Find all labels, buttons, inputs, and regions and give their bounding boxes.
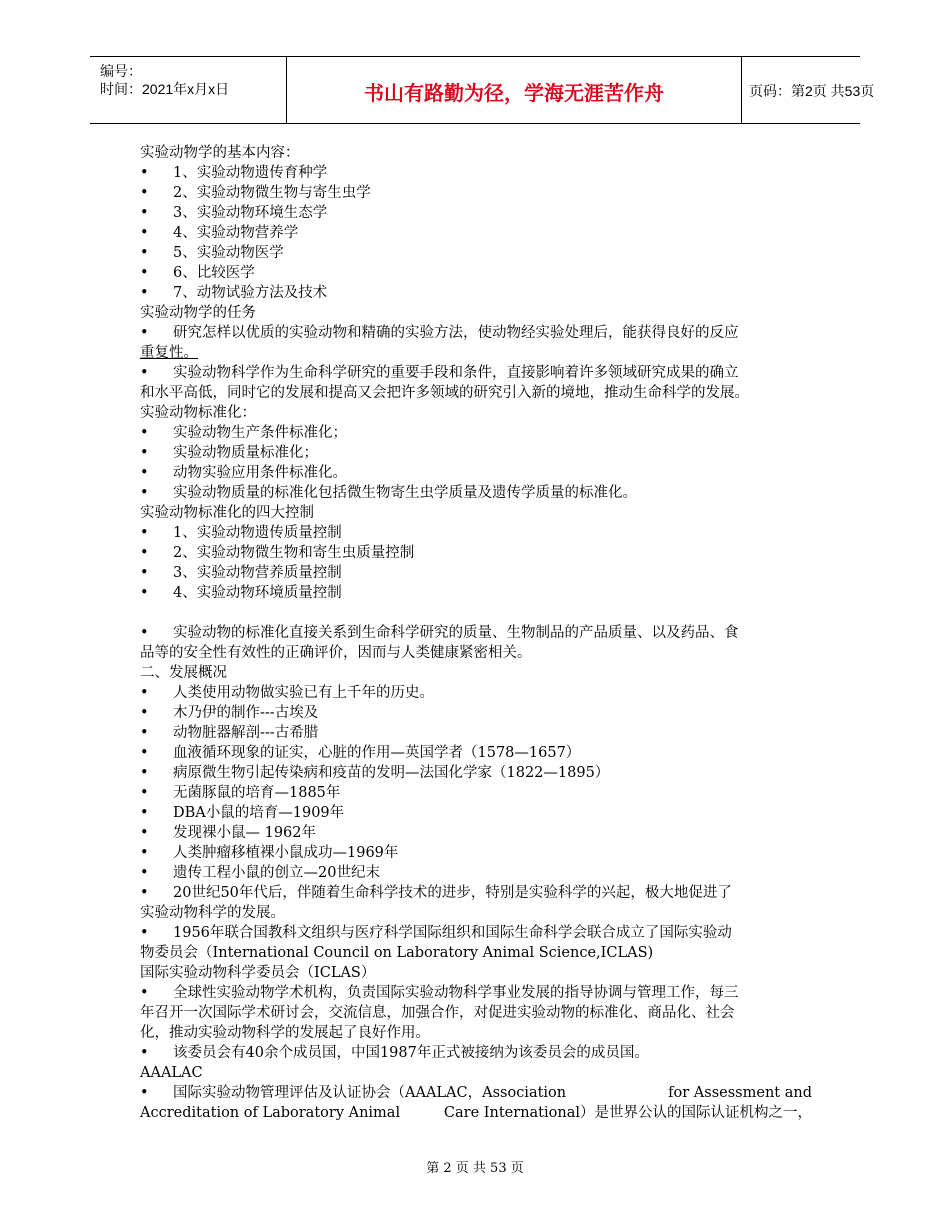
list-item-text: 3、实验动物营养质量控制: [173, 565, 342, 581]
list-item-text: 人类使用动物做实验已有上千年的历史。: [173, 685, 434, 701]
text-line: [140, 343, 812, 363]
text-line: [140, 1063, 812, 1083]
text-line: [140, 303, 812, 323]
page-footer: 第 2 页 共 53 页: [426, 1161, 524, 1176]
list-item: [140, 543, 812, 563]
list-item-text: 4、实验动物营养学: [173, 225, 299, 241]
section-heading: 实验动物标准化的四大控制: [140, 505, 314, 521]
bullet-icon: •: [140, 165, 149, 181]
bullet-icon: •: [140, 465, 149, 481]
list-item: [140, 723, 812, 743]
list-item: [140, 1083, 812, 1103]
bullet-icon: •: [140, 845, 149, 861]
continuation-text: Accreditation of Laboratory Animal: [140, 1105, 401, 1121]
bullet-icon: •: [140, 185, 149, 201]
list-item-text: 动物实验应用条件标准化。: [173, 465, 347, 481]
bullet-icon: •: [140, 565, 149, 581]
header-motto: 书山有路勤为径，学海无涯苦作舟: [364, 81, 664, 105]
list-item-text: 全球性实验动物学术机构，负责国际实验动物科学事业发展的指导协调与管理工作，每三: [173, 985, 739, 1001]
header-left-cell: [90, 57, 286, 123]
bullet-icon: •: [140, 745, 149, 761]
bullet-icon: •: [140, 925, 149, 941]
list-item-text: 该委员会有40余个成员国，中国1987年正式被接纳为该委员会的成员国。: [173, 1045, 649, 1061]
text-line: [140, 503, 812, 523]
list-item-text: 动物脏器解剖---古希腊: [173, 725, 319, 741]
text-line: [140, 403, 812, 423]
list-item-text: 3、实验动物环境生态学: [173, 205, 328, 221]
bullet-icon: •: [140, 245, 149, 261]
bullet-icon: •: [140, 805, 149, 821]
continuation-text: 和水平高低，同时它的发展和提高又会把许多领域的研究引入新的境地，推动生命科学的发展。: [140, 385, 749, 401]
list-item-text: 实验动物质量标准化；: [173, 445, 318, 461]
list-item: [140, 803, 812, 823]
text-line: [140, 903, 812, 923]
list-item: [140, 743, 812, 763]
document-body: [140, 143, 812, 1123]
list-item: [140, 203, 812, 223]
bullet-icon: •: [140, 225, 149, 241]
bullet-icon: •: [140, 1045, 149, 1061]
time-label: 时间：2021年x月x日: [100, 81, 230, 97]
bullet-icon: •: [140, 445, 149, 461]
list-item: [140, 463, 812, 483]
list-item: [140, 623, 812, 643]
list-item: [140, 883, 812, 903]
bullet-icon: •: [140, 985, 149, 1001]
list-item: [140, 283, 812, 303]
bullet-icon: •: [140, 325, 149, 341]
list-item-text: 研究怎样以优质的实验动物和精确的实验方法，使动物经实验处理后，能获得良好的反应: [173, 325, 739, 341]
bullet-icon: •: [140, 825, 149, 841]
bullet-icon: •: [140, 525, 149, 541]
list-item-text: 6、比较医学: [173, 265, 255, 281]
section-heading: 实验动物学的任务: [140, 305, 256, 321]
list-item: [140, 483, 812, 503]
list-item-text: 7、动物试验方法及技术: [173, 285, 328, 301]
list-item: [140, 683, 812, 703]
list-item: [140, 563, 812, 583]
list-item-text: 国际实验动物管理评估及认证协会（AAALAC，Association: [173, 1085, 567, 1101]
list-item: [140, 183, 812, 203]
bullet-icon: •: [140, 285, 149, 301]
list-item-text: 1、实验动物遗传育种学: [173, 165, 328, 181]
list-item-text: 遗传工程小鼠的创立—20世纪末: [173, 865, 380, 881]
bullet-icon: •: [140, 545, 149, 561]
bullet-icon: •: [140, 265, 149, 281]
list-item-text: 发现裸小鼠— 1962年: [173, 825, 317, 841]
list-item-text: 5、实验动物医学: [173, 245, 284, 261]
bullet-icon: •: [140, 425, 149, 441]
list-item-text: DBA小鼠的培育—1909年: [173, 805, 345, 821]
blank-line: [140, 603, 812, 623]
text-line: [140, 1003, 812, 1023]
list-item-text: 实验动物质量的标准化包括微生物寄生虫学质量及遗传学质量的标准化。: [173, 485, 637, 501]
list-item-text: 1956年联合国教科文组织与医疗科学国际组织和国际生命科学会联合成立了国际实验动: [173, 925, 732, 941]
list-item-text: 1、实验动物遗传质量控制: [173, 525, 342, 541]
list-item-text: for Assessment and: [668, 1085, 812, 1101]
bullet-icon: •: [140, 625, 149, 641]
list-item-text: 2、实验动物微生物与寄生虫学: [173, 185, 371, 201]
continuation-text: 重复性。: [140, 345, 198, 361]
list-item-text: 实验动物科学作为生命科学研究的重要手段和条件，直接影响着许多领域研究成果的确立: [173, 365, 739, 381]
list-item: [140, 443, 812, 463]
bullet-icon: •: [140, 205, 149, 221]
list-item-text: 实验动物的标准化直接关系到生命科学研究的质量、生物制品的产品质量、以及药品、食: [173, 625, 739, 641]
continuation-text: 年召开一次国际学术研讨会，交流信息，加强合作，对促进实验动物的标准化、商品化、社会: [140, 1005, 735, 1021]
continuation-text: Care International）是世界公认的国际认证机构之一，: [443, 1105, 812, 1121]
list-item: [140, 703, 812, 723]
list-item: [140, 783, 812, 803]
continuation-text: 物委员会（International Council on Laboratory Animal Science,ICLAS): [140, 945, 654, 961]
bullet-icon: •: [140, 685, 149, 701]
list-item: [140, 423, 812, 443]
bullet-icon: •: [140, 785, 149, 801]
list-item: [140, 763, 812, 783]
text-line: [140, 643, 812, 663]
list-item: [140, 263, 812, 283]
text-line: [140, 963, 812, 983]
page-header: [90, 56, 875, 124]
bullet-icon: •: [140, 585, 149, 601]
list-item-text: 人类肿瘤移植裸小鼠成功—1969年: [173, 845, 399, 861]
code-label: 编号：: [100, 63, 142, 79]
bullet-icon: •: [140, 705, 149, 721]
list-item-text: 实验动物生产条件标准化；: [173, 425, 347, 441]
text-line: [140, 1103, 812, 1123]
list-item: [140, 983, 812, 1003]
bullet-icon: •: [140, 485, 149, 501]
list-item-text: 2、实验动物微生物和寄生虫质量控制: [173, 545, 415, 561]
section-heading: AAALAC: [140, 1065, 203, 1081]
header-right-cell: [741, 57, 875, 123]
continuation-text: 化，推动实验动物科学的发展起了良好作用。: [140, 1025, 430, 1041]
text-line: [140, 143, 812, 163]
list-item: [140, 583, 812, 603]
list-item: [140, 823, 812, 843]
list-item: [140, 843, 812, 863]
section-heading: 实验动物标准化：: [140, 405, 256, 421]
text-line: [140, 1023, 812, 1043]
list-item: [140, 363, 812, 383]
list-item-text: 4、实验动物环境质量控制: [173, 585, 342, 601]
section-heading: 二、发展概况: [140, 665, 227, 681]
continuation-text: 实验动物科学的发展。: [140, 905, 285, 921]
bullet-icon: •: [140, 725, 149, 741]
list-item-text: 病原微生物引起传染病和疫苗的发明—法国化学家（1822—1895）: [173, 765, 610, 781]
list-item: [140, 223, 812, 243]
text-line: [140, 383, 812, 403]
list-item-text: 无菌豚鼠的培育—1885年: [173, 785, 341, 801]
list-item: [140, 923, 812, 943]
section-heading: 国际实验动物科学委员会（ICLAS）: [140, 965, 376, 981]
list-item-text: 20世纪50年代后，伴随着生命科学技术的进步，特别是实验科学的兴起，极大地促进了: [173, 885, 732, 901]
list-item: [140, 863, 812, 883]
list-item-text: 血液循环现象的证实，心脏的作用—英国学者（1578—1657）: [173, 745, 581, 761]
list-item: [140, 1043, 812, 1063]
list-item: [140, 323, 812, 343]
page-info: 页码：第2页 共53页: [749, 83, 875, 99]
bullet-icon: •: [140, 1085, 149, 1101]
bullet-icon: •: [140, 365, 149, 381]
list-item: [140, 163, 812, 183]
justified-text: [140, 1103, 812, 1123]
text-line: [140, 663, 812, 683]
header-middle-cell: [286, 57, 742, 123]
continuation-text: 品等的安全性有效性的正确评价，因而与人类健康紧密相关。: [140, 645, 532, 661]
list-item-text: 木乃伊的制作---古埃及: [173, 705, 319, 721]
bullet-icon: •: [140, 885, 149, 901]
bullet-icon: •: [140, 865, 149, 881]
text-line: [140, 943, 812, 963]
justified-text: [173, 1083, 812, 1103]
list-item: [140, 523, 812, 543]
list-item: [140, 243, 812, 263]
bullet-icon: •: [140, 765, 149, 781]
section-heading: 实验动物学的基本内容：: [140, 145, 300, 161]
